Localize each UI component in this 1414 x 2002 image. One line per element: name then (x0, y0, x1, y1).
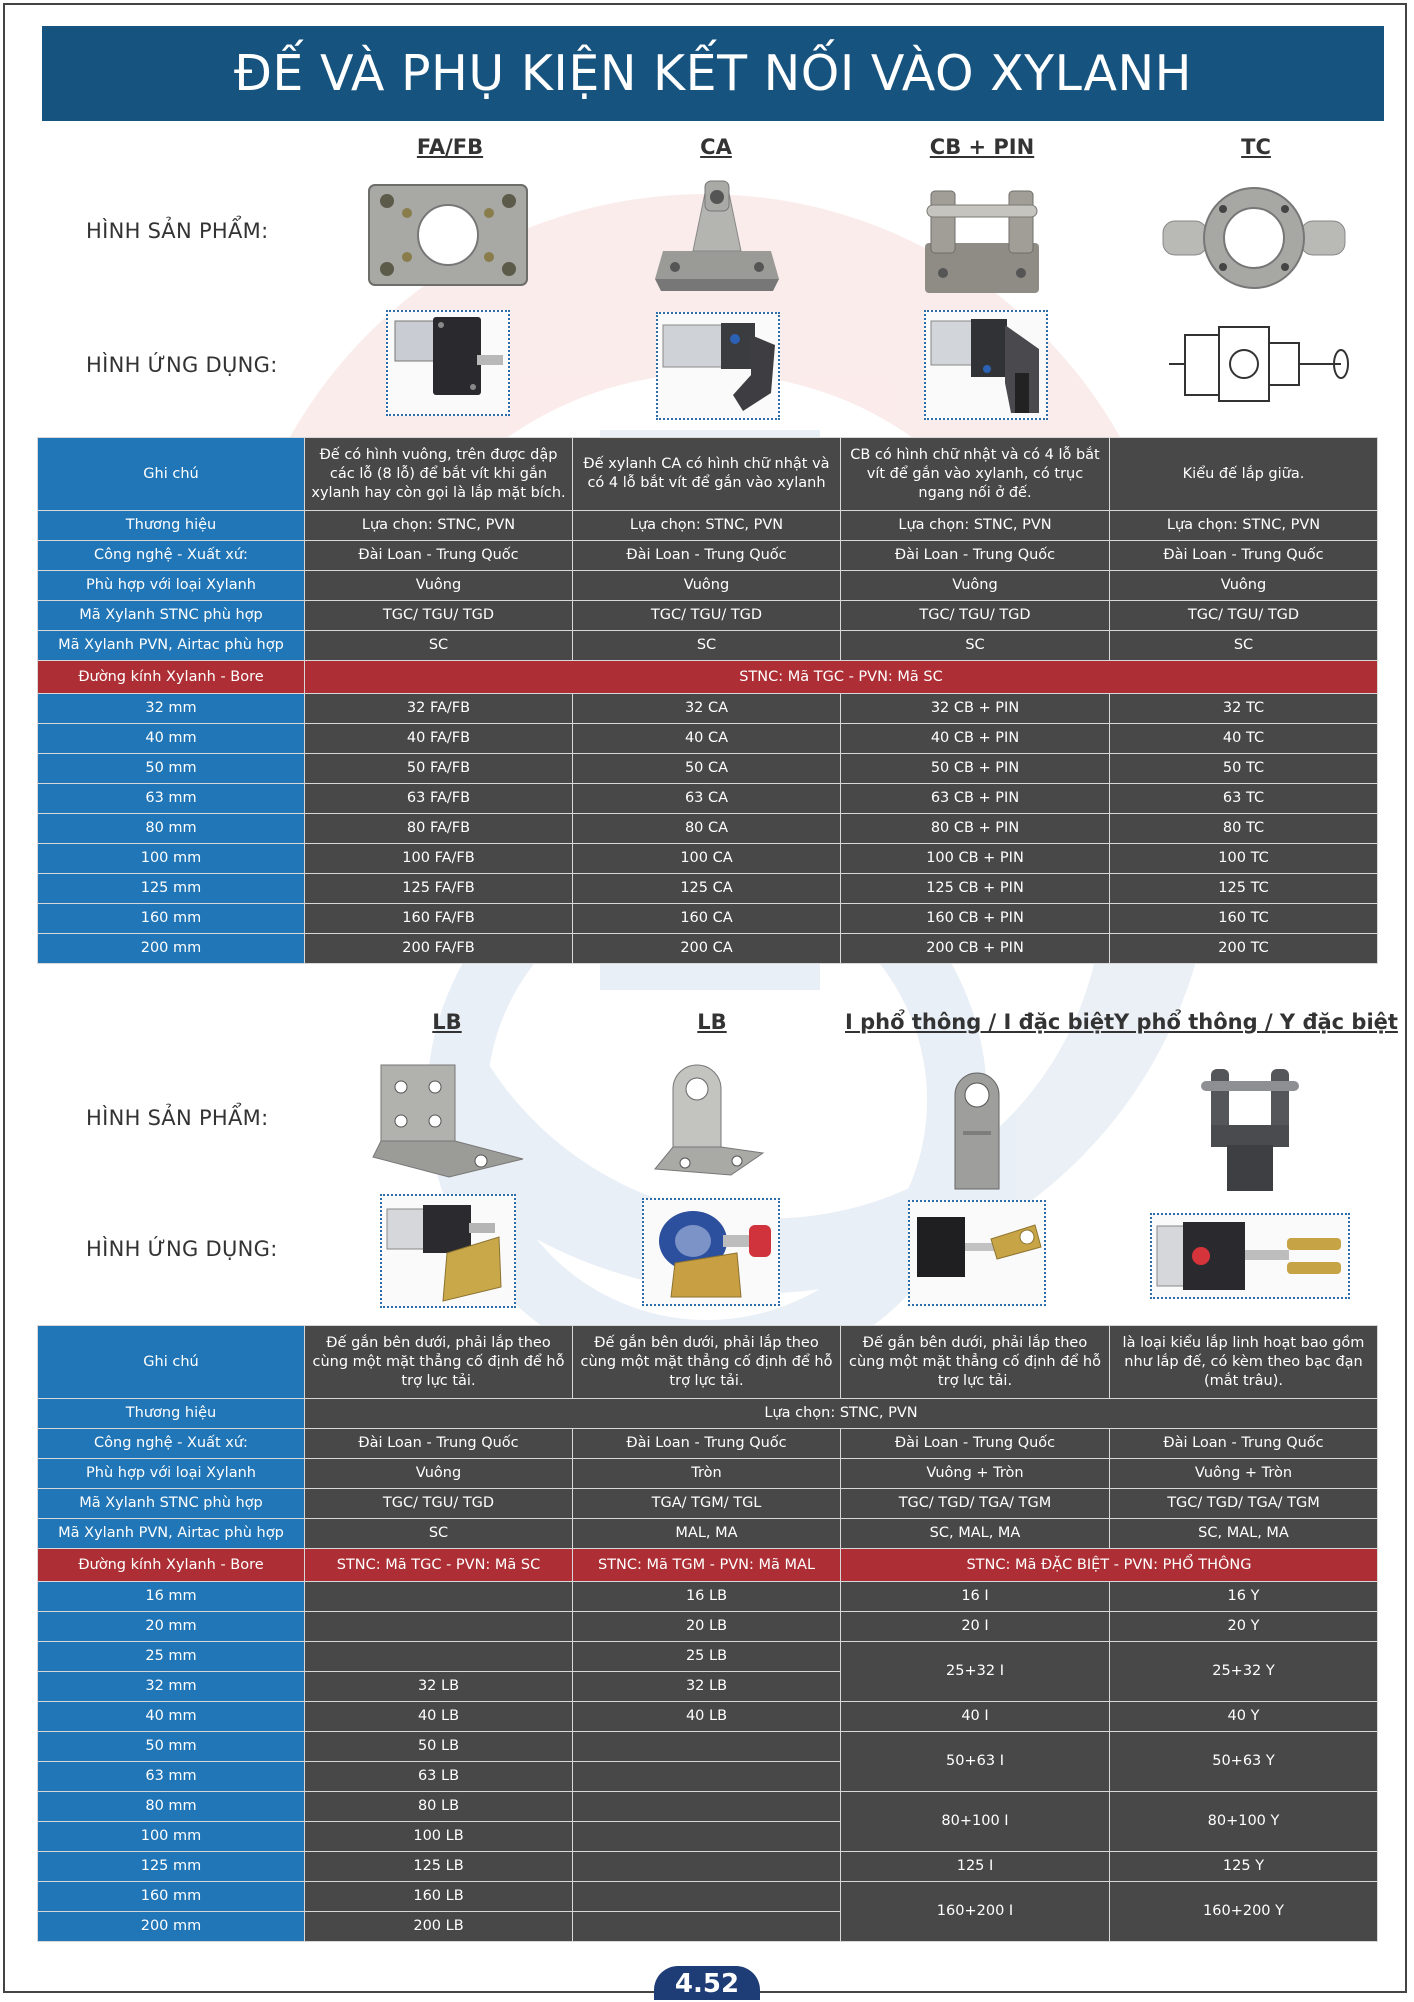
size-label: 80 mm (38, 814, 305, 844)
stnc-row (38, 601, 1378, 631)
page-title: ĐẾ VÀ PHỤ KIỆN KẾT NỐI VÀO XYLANH (42, 26, 1384, 121)
cell: Vuông (305, 571, 573, 601)
cell: Vuông (305, 1459, 573, 1489)
size-row (38, 1792, 1378, 1822)
application-image-label: HÌNH ỨNG DỤNG: (86, 353, 278, 377)
column-header-i-rod-eye: I phổ thông / I đặc biệt (845, 1010, 1115, 1034)
size-label: 200 mm (38, 1912, 305, 1942)
cell: CB có hình chữ nhật và có 4 lỗ bắt vít để gắn vào xylanh, có trục ngang nối ở đế. (841, 438, 1110, 511)
cell: 80 FA/FB (305, 814, 573, 844)
cell: 50+63 I (841, 1732, 1110, 1792)
size-label: 100 mm (38, 844, 305, 874)
lb-mounted-round-cylinder-icon (642, 1198, 780, 1306)
cell: 63 LB (305, 1762, 573, 1792)
cell: 80 TC (1110, 814, 1378, 844)
cell: Đế có hình vuông, trên được dập các lỗ (8 lỗ) để bắt vít khi gắn xylanh hay còn gọi là lắp mặt bích. (305, 438, 573, 511)
row-label: Thương hiệu (38, 511, 305, 541)
column-header-tc: TC (1241, 135, 1271, 159)
size-row (38, 1582, 1378, 1612)
cell: Vuông (573, 571, 841, 601)
cell: 50 TC (1110, 754, 1378, 784)
size-row (38, 874, 1378, 904)
size-label: 50 mm (38, 754, 305, 784)
size-label: 63 mm (38, 784, 305, 814)
size-row (38, 1732, 1378, 1762)
size-row (38, 1702, 1378, 1732)
cell: 63 CA (573, 784, 841, 814)
note-row (38, 438, 1378, 511)
row-label: Mã Xylanh PVN, Airtac phù hợp (38, 1519, 305, 1549)
row-label: Ghi chú (38, 438, 305, 511)
cell: Đài Loan - Trung Quốc (841, 541, 1110, 571)
cell: 125 TC (1110, 874, 1378, 904)
cell: 125 I (841, 1852, 1110, 1882)
i-rod-eye-icon (942, 1060, 1012, 1194)
size-row (38, 1642, 1378, 1672)
cell: 20 I (841, 1612, 1110, 1642)
cell: Đài Loan - Trung Quốc (573, 541, 841, 571)
size-label: 32 mm (38, 1672, 305, 1702)
size-row (38, 1882, 1378, 1912)
application-image-label: HÌNH ỨNG DỤNG: (86, 1237, 278, 1261)
cell: 40 LB (305, 1702, 573, 1732)
y-rod-clevis-icon (1198, 1060, 1302, 1194)
cell: 160+200 I (841, 1882, 1110, 1942)
cell: TGC/ TGU/ TGD (1110, 601, 1378, 631)
row-label: Ghi chú (38, 1326, 305, 1399)
row-label: Mã Xylanh PVN, Airtac phù hợp (38, 631, 305, 661)
cell: 100 FA/FB (305, 844, 573, 874)
cell: SC (573, 631, 841, 661)
size-label: 100 mm (38, 1822, 305, 1852)
row-label: Mã Xylanh STNC phù hợp (38, 1489, 305, 1519)
cell: Đế gắn bên dưới, phải lắp theo cùng một mặt thẳng cố định để hỗ trợ lực tải. (305, 1326, 573, 1399)
cb-mounted-cylinder-icon (924, 310, 1048, 420)
cell: 40 FA/FB (305, 724, 573, 754)
product-image-label: HÌNH SẢN PHẨM: (86, 219, 269, 243)
row-label: Mã Xylanh STNC phù hợp (38, 601, 305, 631)
cell: 32 CB + PIN (841, 694, 1110, 724)
column-header-ca: CA (700, 135, 732, 159)
fit-row (38, 1459, 1378, 1489)
lb-angle-bracket-round-icon (644, 1056, 768, 1180)
row-label: Đường kính Xylanh - Bore (38, 1549, 305, 1582)
cell: 16 LB (573, 1582, 841, 1612)
i-rod-eye-cylinder-icon (908, 1200, 1046, 1306)
cell: Vuông + Tròn (841, 1459, 1110, 1489)
cell: 32 LB (305, 1672, 573, 1702)
cell: Lựa chọn: STNC, PVN (305, 1399, 1378, 1429)
cell: 125 Y (1110, 1852, 1378, 1882)
cell: SC (305, 1519, 573, 1549)
cell (573, 1822, 841, 1852)
cell: Đài Loan - Trung Quốc (841, 1429, 1110, 1459)
cell: 200 TC (1110, 934, 1378, 964)
ca-clevis-bracket-icon (652, 178, 782, 298)
bore-row (38, 1549, 1378, 1582)
cell: 16 I (841, 1582, 1110, 1612)
cell: 160 TC (1110, 904, 1378, 934)
cell: STNC: Mã TGC - PVN: Mã SC (305, 1549, 573, 1582)
cell: SC (841, 631, 1110, 661)
cell: 50 CB + PIN (841, 754, 1110, 784)
cell: 50 FA/FB (305, 754, 573, 784)
column-header-fafb: FA/FB (416, 135, 484, 159)
cell (305, 1642, 573, 1672)
cell: 50 CA (573, 754, 841, 784)
cell: 160 CA (573, 904, 841, 934)
cell: MAL, MA (573, 1519, 841, 1549)
row-label: Phù hợp với loại Xylanh (38, 1459, 305, 1489)
cell: Lựa chọn: STNC, PVN (841, 511, 1110, 541)
cell: STNC: Mã TGM - PVN: Mã MAL (573, 1549, 841, 1582)
cell: Vuông (841, 571, 1110, 601)
row-label: Công nghệ - Xuất xứ: (38, 541, 305, 571)
cell: Đài Loan - Trung Quốc (305, 541, 573, 571)
cell: 80 CA (573, 814, 841, 844)
column-header-cb-pin: CB + PIN (929, 135, 1035, 159)
origin-row (38, 1429, 1378, 1459)
square-flange-plate-icon (366, 182, 530, 288)
cell: 80+100 I (841, 1792, 1110, 1852)
cell: Đế gắn bên dưới, phải lắp theo cùng một mặt thẳng cố định để hỗ trợ lực tải. (573, 1326, 841, 1399)
cell: 16 Y (1110, 1582, 1378, 1612)
cell: 80 LB (305, 1792, 573, 1822)
cell: STNC: Mã TGC - PVN: Mã SC (305, 661, 1378, 694)
spec-table-1 (37, 437, 1378, 964)
cell: Đế gắn bên dưới, phải lắp theo cùng một mặt thẳng cố định để hỗ trợ lực tải. (841, 1326, 1110, 1399)
cell: 20 LB (573, 1612, 841, 1642)
cell: Lựa chọn: STNC, PVN (305, 511, 573, 541)
tc-trunnion-ring-icon (1160, 184, 1348, 292)
row-label: Công nghệ - Xuất xứ: (38, 1429, 305, 1459)
cell (573, 1912, 841, 1942)
cell (305, 1582, 573, 1612)
cell: 32 CA (573, 694, 841, 724)
cell: SC, MAL, MA (1110, 1519, 1378, 1549)
brand-row (38, 1399, 1378, 1429)
row-label: Đường kính Xylanh - Bore (38, 661, 305, 694)
row-label: Thương hiệu (38, 1399, 305, 1429)
size-row (38, 904, 1378, 934)
cell: Đài Loan - Trung Quốc (1110, 1429, 1378, 1459)
cell: 80+100 Y (1110, 1792, 1378, 1852)
flange-mounted-cylinder-icon (386, 310, 510, 416)
size-label: 80 mm (38, 1792, 305, 1822)
size-row (38, 814, 1378, 844)
origin-row (38, 541, 1378, 571)
cell: 40 TC (1110, 724, 1378, 754)
size-label: 25 mm (38, 1642, 305, 1672)
cell: Đài Loan - Trung Quốc (1110, 541, 1378, 571)
cell: TGC/ TGD/ TGA/ TGM (1110, 1489, 1378, 1519)
row-label: Phù hợp với loại Xylanh (38, 571, 305, 601)
y-clevis-cylinder-icon (1150, 1213, 1350, 1299)
size-row (38, 1852, 1378, 1882)
cell: 32 FA/FB (305, 694, 573, 724)
ca-mounted-cylinder-icon (656, 312, 780, 420)
page-number: 4.52 (654, 1966, 760, 2000)
cell: 40 CB + PIN (841, 724, 1110, 754)
cell: 25+32 I (841, 1642, 1110, 1702)
size-row (38, 1612, 1378, 1642)
size-label: 200 mm (38, 934, 305, 964)
size-label: 20 mm (38, 1612, 305, 1642)
cell: Đài Loan - Trung Quốc (573, 1429, 841, 1459)
cell: Vuông (1110, 571, 1378, 601)
lb-angle-bracket-square-icon (370, 1056, 526, 1180)
lb-mounted-square-cylinder-icon (380, 1194, 516, 1308)
cell: Lựa chọn: STNC, PVN (573, 511, 841, 541)
cell: 100 CB + PIN (841, 844, 1110, 874)
cell: TGC/ TGU/ TGD (573, 601, 841, 631)
cell: Kiểu đế lắp giữa. (1110, 438, 1378, 511)
cell: SC (305, 631, 573, 661)
size-row (38, 934, 1378, 964)
cell: 100 LB (305, 1822, 573, 1852)
cell: 125 FA/FB (305, 874, 573, 904)
cell: 160 FA/FB (305, 904, 573, 934)
size-label: 40 mm (38, 1702, 305, 1732)
cell: 40 LB (573, 1702, 841, 1732)
cell: 40 CA (573, 724, 841, 754)
cell: 32 LB (573, 1672, 841, 1702)
cell: 200 FA/FB (305, 934, 573, 964)
product-image-label: HÌNH SẢN PHẨM: (86, 1106, 269, 1130)
size-label: 16 mm (38, 1582, 305, 1612)
size-label: 160 mm (38, 904, 305, 934)
cell (573, 1792, 841, 1822)
cell: TGC/ TGU/ TGD (305, 601, 573, 631)
cell: Tròn (573, 1459, 841, 1489)
size-row (38, 844, 1378, 874)
cell: 160 CB + PIN (841, 904, 1110, 934)
cell: Lựa chọn: STNC, PVN (1110, 511, 1378, 541)
cell: STNC: Mã ĐẶC BIỆT - PVN: PHỔ THÔNG (841, 1549, 1378, 1582)
brand-row (38, 511, 1378, 541)
cell: 200 CB + PIN (841, 934, 1110, 964)
cell: 100 CA (573, 844, 841, 874)
size-row (38, 754, 1378, 784)
cell: TGA/ TGM/ TGL (573, 1489, 841, 1519)
cell: 32 TC (1110, 694, 1378, 724)
cell: 200 CA (573, 934, 841, 964)
cell: 50+63 Y (1110, 1732, 1378, 1792)
cell: là loại kiểu lắp linh hoạt bao gồm như lắp đế, có kèm theo bạc đạn (mắt trâu). (1110, 1326, 1378, 1399)
cell: 200 LB (305, 1912, 573, 1942)
cell: 125 LB (305, 1852, 573, 1882)
cell: 40 I (841, 1702, 1110, 1732)
cell: 63 CB + PIN (841, 784, 1110, 814)
fit-row (38, 571, 1378, 601)
cell: 160 LB (305, 1882, 573, 1912)
size-row (38, 694, 1378, 724)
cell: 40 Y (1110, 1702, 1378, 1732)
cell: TGC/ TGD/ TGA/ TGM (841, 1489, 1110, 1519)
cell: TGC/ TGU/ TGD (841, 601, 1110, 631)
spec-table-2 (37, 1325, 1378, 1942)
cell: SC, MAL, MA (841, 1519, 1110, 1549)
cell (573, 1852, 841, 1882)
cell (305, 1612, 573, 1642)
cell: Đế xylanh CA có hình chữ nhật và có 4 lỗ bắt vít để gắn vào xylanh (573, 438, 841, 511)
cell: 20 Y (1110, 1612, 1378, 1642)
size-label: 63 mm (38, 1762, 305, 1792)
cell: 25 LB (573, 1642, 841, 1672)
stnc-row (38, 1489, 1378, 1519)
cell: SC (1110, 631, 1378, 661)
bore-row (38, 661, 1378, 694)
size-label: 50 mm (38, 1732, 305, 1762)
pvn-row (38, 631, 1378, 661)
cell: 100 TC (1110, 844, 1378, 874)
size-row (38, 724, 1378, 754)
cell: 25+32 Y (1110, 1642, 1378, 1702)
cell: TGC/ TGU/ TGD (305, 1489, 573, 1519)
cb-clevis-pin-bracket-icon (920, 182, 1044, 298)
cell: Vuông + Tròn (1110, 1459, 1378, 1489)
cell: 63 TC (1110, 784, 1378, 814)
trunnion-assembly-drawing-icon (1164, 316, 1350, 412)
cell (573, 1882, 841, 1912)
cell (573, 1762, 841, 1792)
note-row (38, 1326, 1378, 1399)
size-label: 125 mm (38, 874, 305, 904)
column-header-lb-square: LB (432, 1010, 462, 1034)
cell: Đài Loan - Trung Quốc (305, 1429, 573, 1459)
pvn-row (38, 1519, 1378, 1549)
cell: 63 FA/FB (305, 784, 573, 814)
size-row (38, 784, 1378, 814)
size-label: 125 mm (38, 1852, 305, 1882)
size-label: 160 mm (38, 1882, 305, 1912)
cell: 125 CB + PIN (841, 874, 1110, 904)
cell: 160+200 Y (1110, 1882, 1378, 1942)
column-header-y-clevis: Y phổ thông / Y đặc biệt (1114, 1010, 1398, 1034)
size-label: 40 mm (38, 724, 305, 754)
cell: 80 CB + PIN (841, 814, 1110, 844)
size-label: 32 mm (38, 694, 305, 724)
cell: 125 CA (573, 874, 841, 904)
column-header-lb-round: LB (697, 1010, 727, 1034)
cell: 50 LB (305, 1732, 573, 1762)
cell (573, 1732, 841, 1762)
